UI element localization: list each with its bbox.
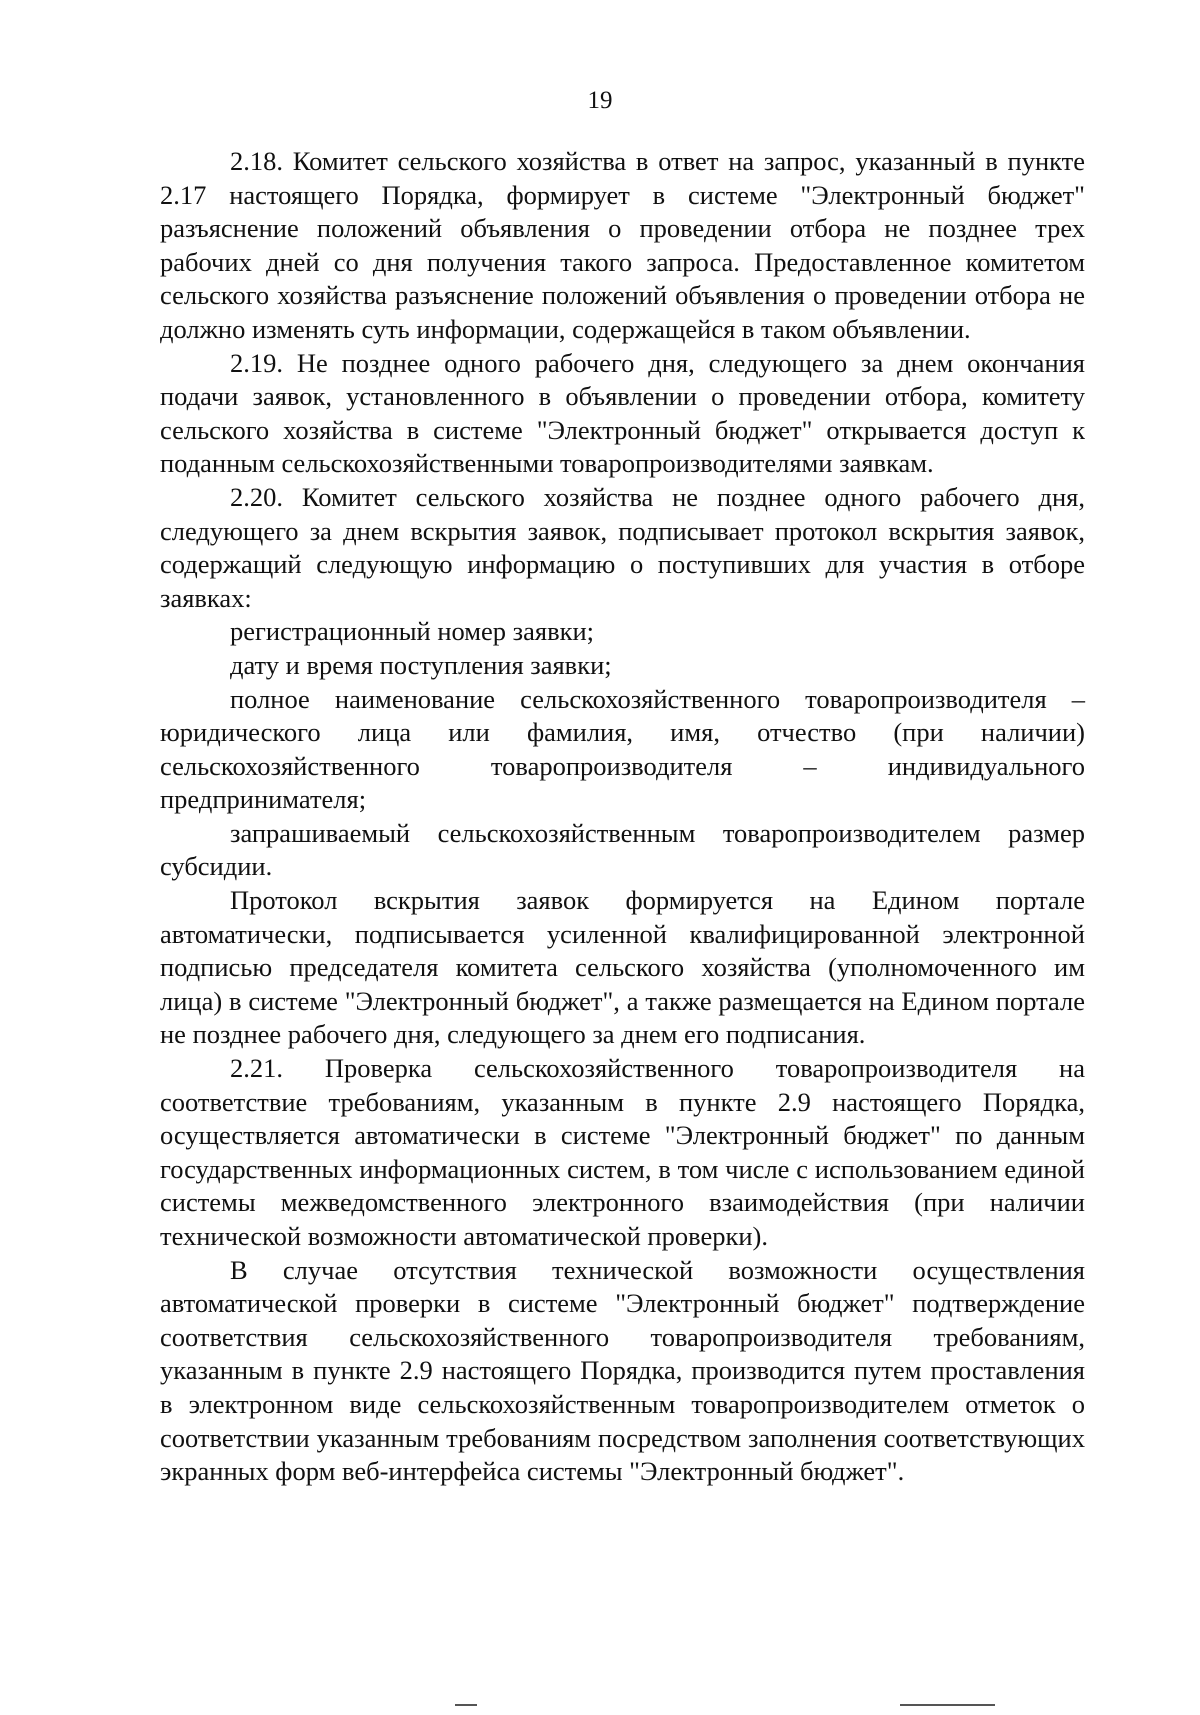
paragraph-2-19: 2.19. Не позднее одного рабочего дня, следующего за днем окончания подачи заявок, установленного в объявлении о проведении отбора, комитету сельского хозяйства в системе "Электронный бюджет" открывается доступ к поданным сельскохозяйственными товаропроизводителями заявкам.: [160, 347, 1085, 479]
list-item-subsidy-amount: запрашиваемый сельскохозяйственным товаропроизводителем размер субсидии.: [160, 817, 1085, 882]
scan-bottom-artifacts: [0, 1700, 1200, 1710]
paragraph-manual-check: В случае отсутствия технической возможности осуществления автоматической проверки в системе "Электронный бюджет" подтверждение соответствия сельскохозяйственного товаропроизводителя требованиям, указанным в пункте 2.9 настоящего Порядка, производится путем проставления в электронном виде сельскохозяйственным товаропроизводителем отметок о соответствии указанным требованиям посредством заполнения соответствующих экранных форм веб-интерфейса системы "Электронный бюджет".: [160, 1254, 1085, 1487]
document-body: [160, 145, 1085, 1489]
scan-mark: [455, 1704, 477, 1706]
paragraph-2-21: 2.21. Проверка сельскохозяйственного товаропроизводителя на соответствие требованиям, указанным в пункте 2.9 настоящего Порядка, осуществляется автоматически в системе "Электронный бюджет" по данным государственных информационных систем, в том числе с использованием единой системы межведомственного электронного взаимодействия (при наличии технической возможности автоматической проверки).: [160, 1053, 1085, 1251]
paragraph-2-18: 2.18. Комитет сельского хозяйства в ответ на запрос, указанный в пункте 2.17 настоящего Порядка, формирует в системе "Электронный бюджет" разъяснение положений объявления о проведении отбора не позднее трех рабочих дней со дня получения такого запроса. Предоставленное комитетом сельского хозяйства разъяснение положений объявления о проведении отбора не должно изменять суть информации, содержащейся в таком объявлении.: [160, 146, 1085, 344]
page-number: 19: [587, 87, 613, 114]
list-item-date-time: дату и время поступления заявки;: [230, 649, 612, 680]
scan-mark: [900, 1704, 995, 1706]
paragraph-2-20: 2.20. Комитет сельского хозяйства не позднее одного рабочего дня, следующего за днем вскрытия заявок, подписывает протокол вскрытия заявок, содержащий следующую информацию о поступивших для участия в отборе заявках:: [160, 481, 1085, 613]
paragraph-protocol: Протокол вскрытия заявок формируется на Едином портале автоматически, подписывается усиленной квалифицированной электронной подписью председателя комитета сельского хозяйства (уполномоченного им лица) в системе "Электронный бюджет", а также размещается на Едином портале не позднее рабочего дня, следующего за днем его подписания.: [160, 885, 1085, 1050]
list-item-registration-number: регистрационный номер заявки;: [230, 616, 595, 647]
list-item-full-name: полное наименование сельскохозяйственного товаропроизводителя – юридического лица или фамилия, имя, отчество (при наличии) сельскохозяйственного товаропроизводителя – индивидуального предпринимателя;: [160, 683, 1085, 815]
